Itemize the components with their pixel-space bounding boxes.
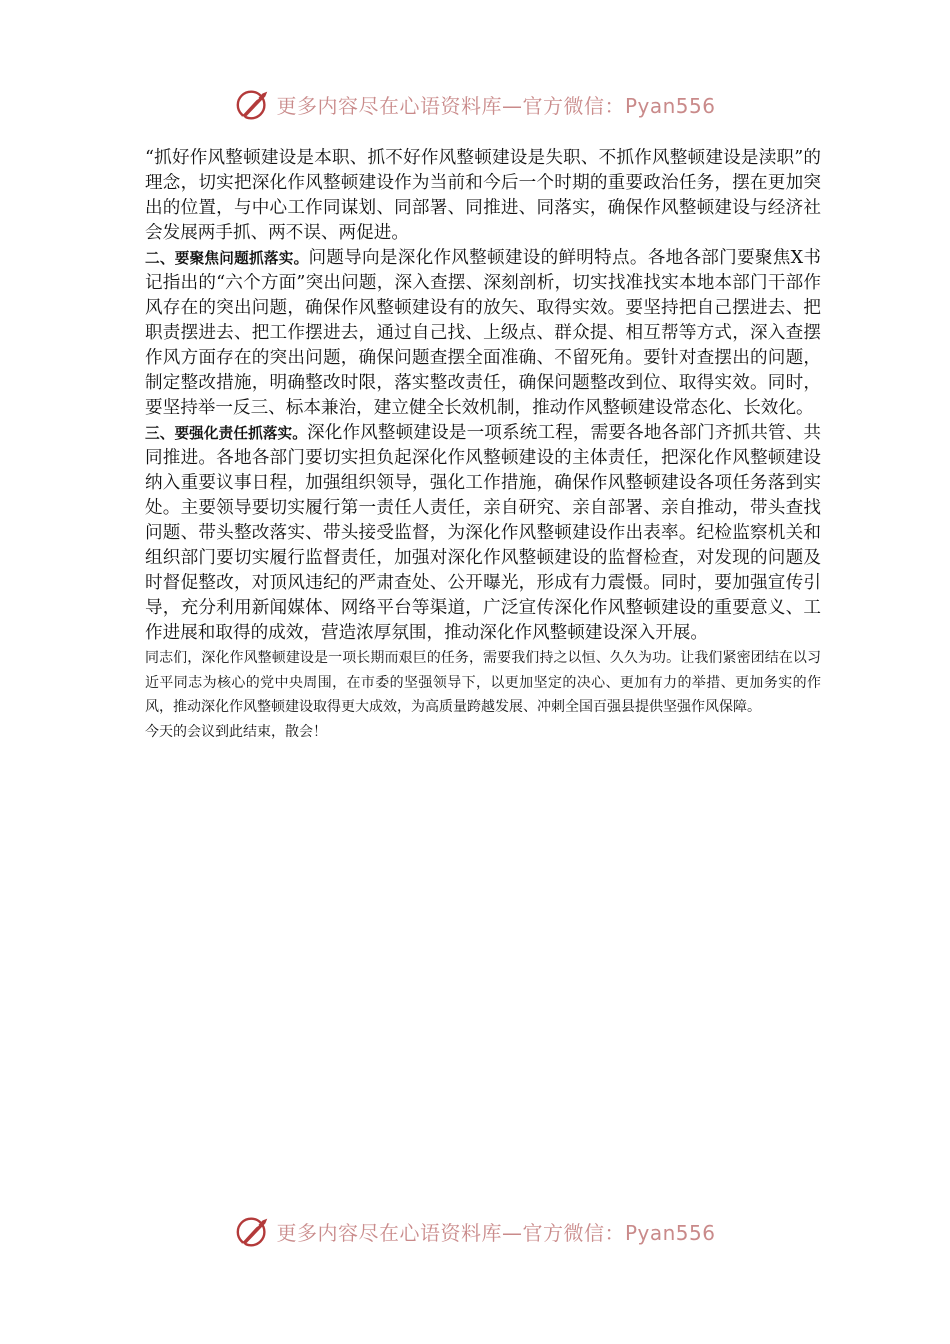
paragraph-3 bbox=[145, 421, 821, 646]
paragraph-5: 今天的会议到此结束，散会！ bbox=[145, 723, 327, 740]
document-body bbox=[145, 146, 821, 744]
header-watermark bbox=[0, 82, 950, 126]
watermark-text: 更多内容尽在心语资料库—官方微信：Pyan556 bbox=[276, 93, 716, 118]
section-heading-3: 三、要强化责任抓落实。 bbox=[145, 425, 308, 442]
watermark-text: 更多内容尽在心语资料库—官方微信：Pyan556 bbox=[276, 1220, 716, 1245]
paragraph-2 bbox=[145, 246, 821, 421]
section-heading-2: 二、要聚焦问题抓落实。 bbox=[145, 250, 309, 267]
pen-logo-icon bbox=[234, 1212, 272, 1250]
paragraph-1: “抓好作风整顿建设是本职、抓不好作风整顿建设是失职、不抓作风整顿建设是渎职”的理念，切实把深化作风整顿建设作为当前和今后一个时期的重要政治任务，摆在更加突出的位置，与中心工作同谋划、同部署、同推进、同落实，确保作风整顿建设与经济社会发展两手抓、两不误、两促进。 bbox=[145, 148, 821, 243]
paragraph-2-text: 问题导向是深化作风整顿建设的鲜明特点。各地各部门要聚焦X书记指出的“六个方面”突出问题，深入查摆、深刻剖析，切实找准找实本地本部门干部作风存在的突出问题，确保作风整顿建设有的放矢、取得实效。要坚持把自己摆进去、把职责摆进去、把工作摆进去，通过自己找、上级点、群众提、相互帮等方式，深入查摆作风方面存在的突出问题，确保问题查摆全面准确、不留死角。要针对查摆出的问题，制定整改措施，明确整改时限，落实整改责任，确保问题整改到位、取得实效。同时，要坚持举一反三、标本兼治，建立健全长效机制，推动作风整顿建设常态化、长效化。 bbox=[145, 248, 821, 418]
paragraph-4: 同志们，深化作风整顿建设是一项长期而艰巨的任务，需要我们持之以恒、久久为功。让我们紧密团结在以习近平同志为核心的党中央周围，在市委的坚强领导下，以更加坚定的决心、更加有力的举措、更加务实的作风，推动深化作风整顿建设取得更大成效，为高质量跨越发展、冲刺全国百强县提供坚强作风保障。 bbox=[145, 650, 821, 715]
footer-watermark bbox=[0, 1209, 950, 1253]
paragraph-3-text: 深化作风整顿建设是一项系统工程，需要各地各部门齐抓共管、共同推进。各地各部门要切实担负起深化作风整顿建设的主体责任，把深化作风整顿建设纳入重要议事日程，加强组织领导，强化工作措施，确保作风整顿建设各项任务落到实处。主要领导要切实履行第一责任人责任，亲自研究、亲自部署、亲自推动，带头查找问题、带头整改落实、带头接受监督，为深化作风整顿建设作出表率。纪检监察机关和组织部门要切实履行监督责任，加强对深化作风整顿建设的监督检查，对发现的问题及时督促整改，对顶风违纪的严肃查处、公开曝光，形成有力震慑。同时，要加强宣传引导，充分利用新闻媒体、网络平台等渠道，广泛宣传深化作风整顿建设的重要意义、工作进展和取得的成效，营造浓厚氛围，推动深化作风整顿建设深入开展。 bbox=[145, 423, 821, 643]
pen-logo-icon bbox=[234, 85, 272, 123]
main-paragraphs bbox=[145, 146, 821, 646]
closing-paragraphs bbox=[145, 646, 821, 744]
